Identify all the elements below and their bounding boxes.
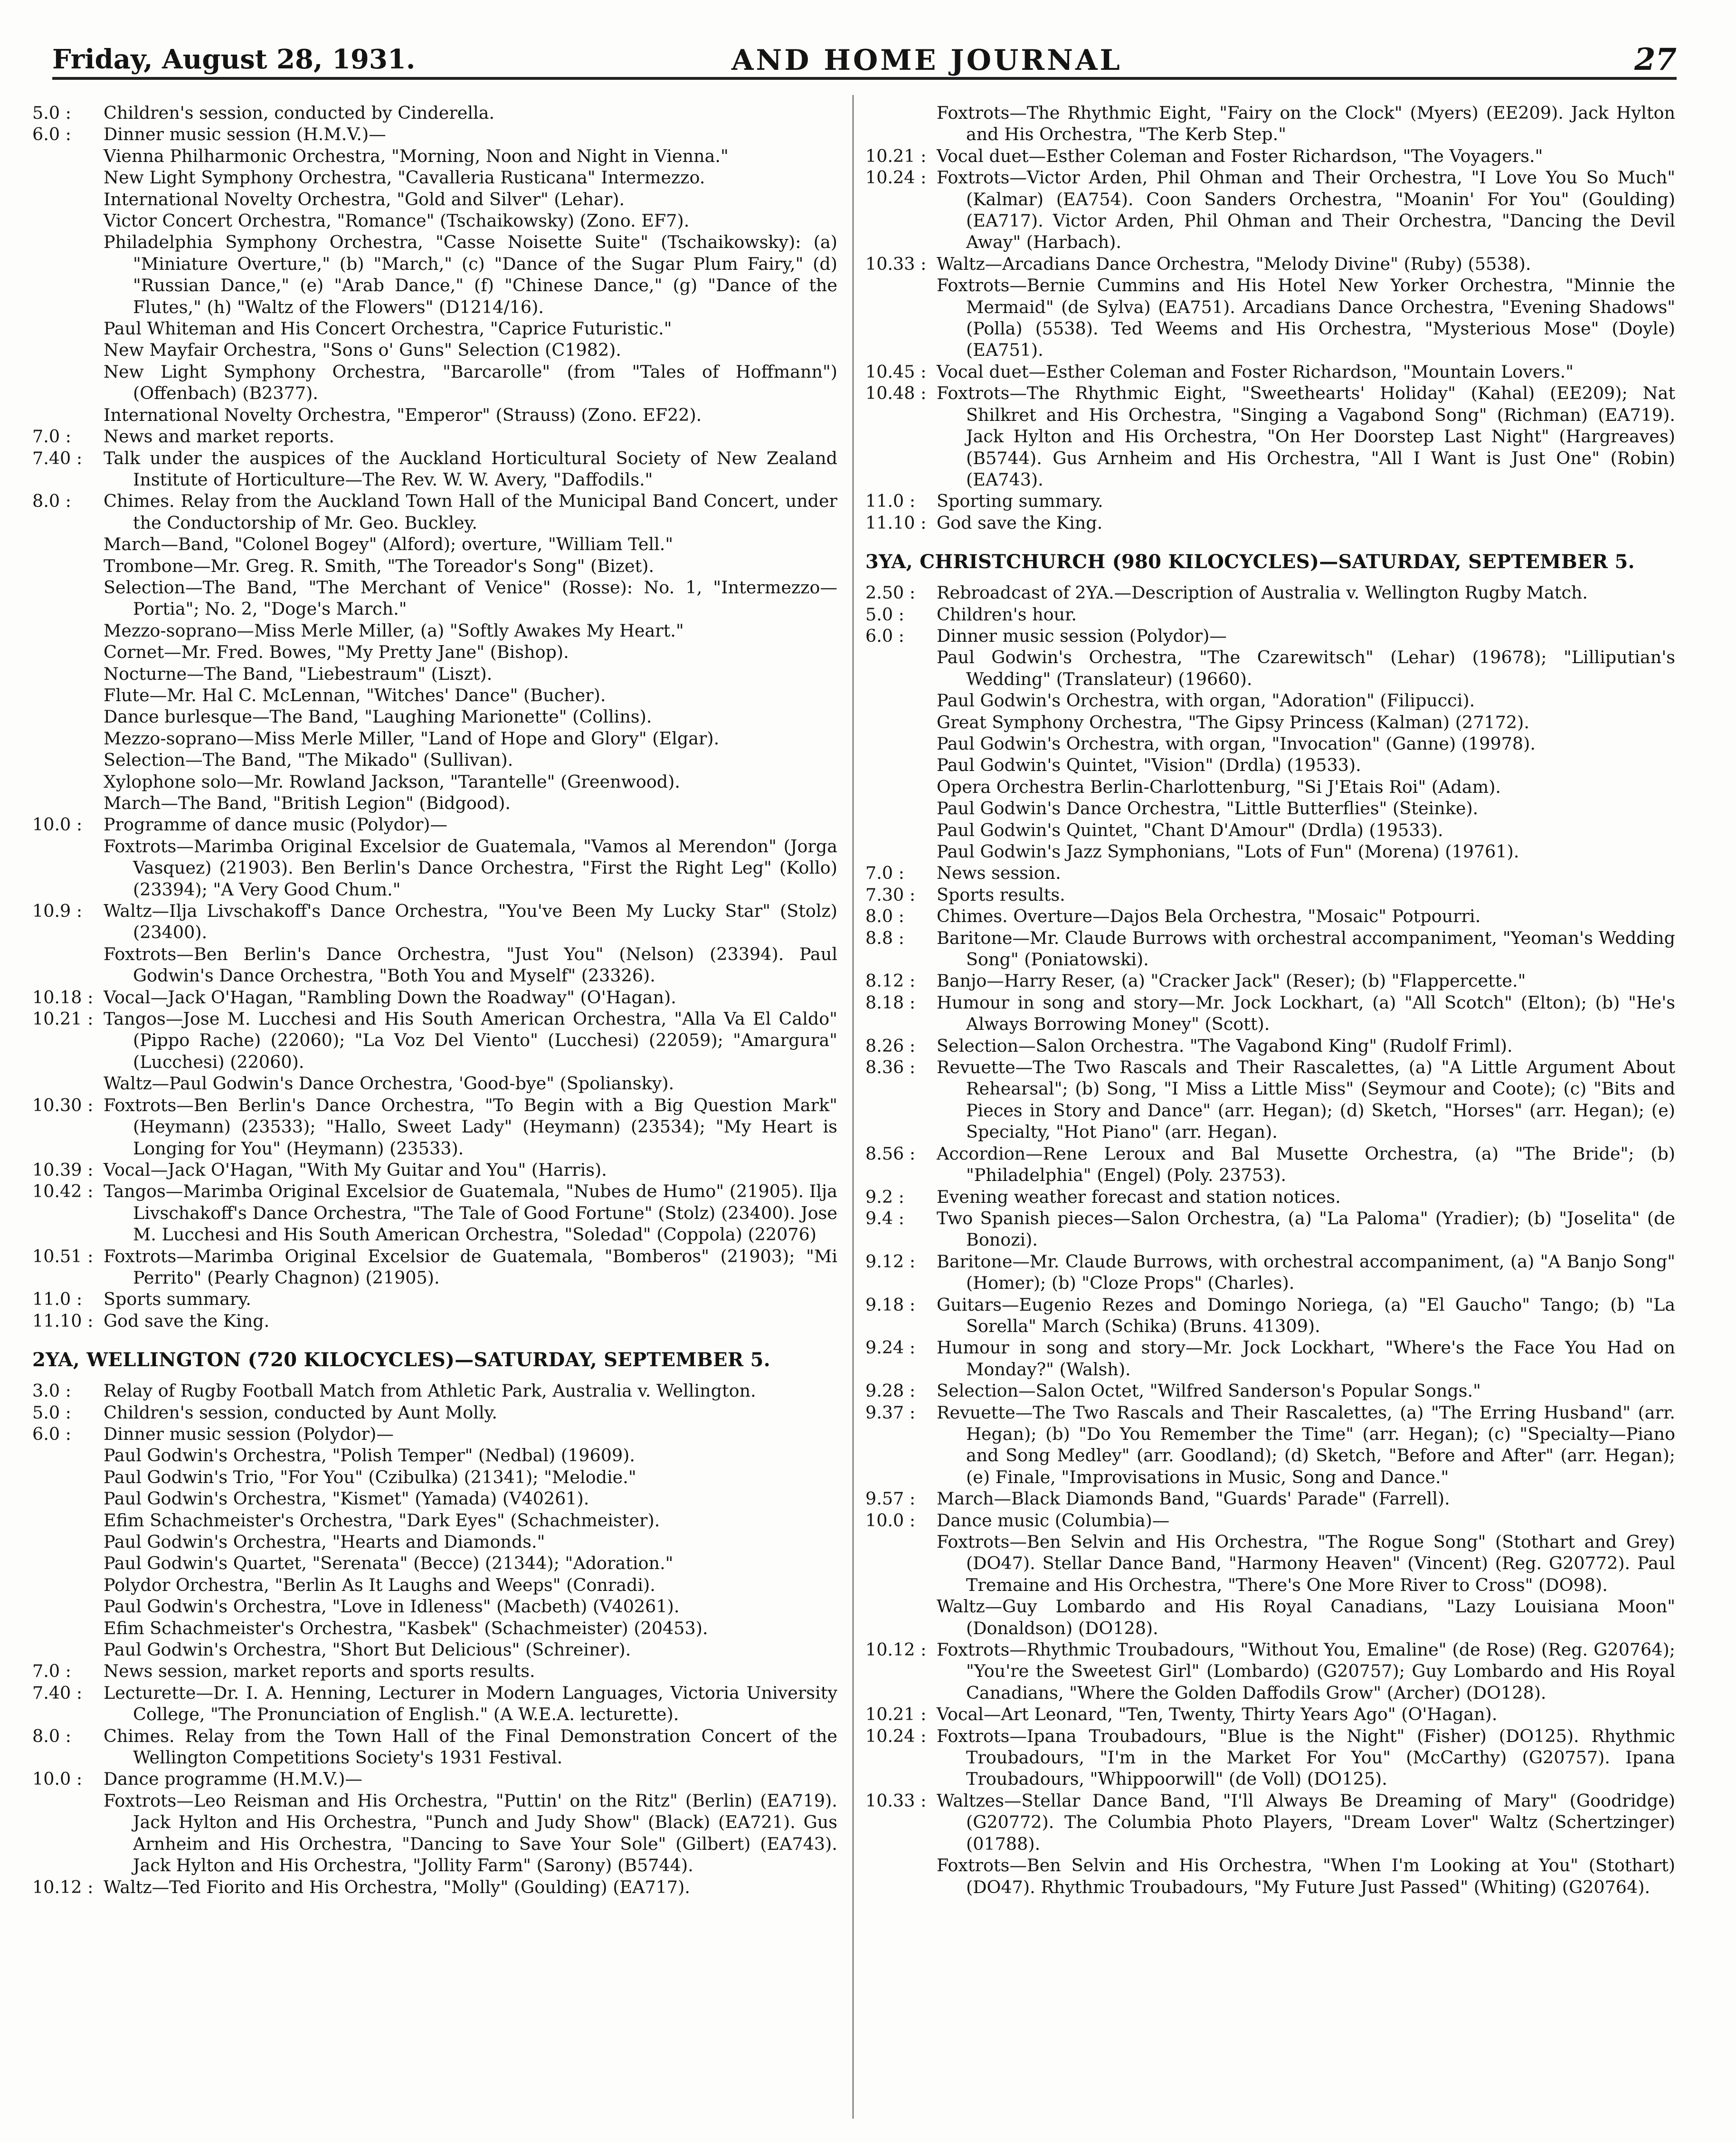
schedule-time: 10.24 : [865, 1725, 937, 1790]
masthead: AND HOME JOURNAL [731, 44, 1122, 77]
schedule-time: 10.0 : [32, 1768, 104, 1876]
schedule-line: New Mayfair Orchestra, "Sons o' Guns" Selection (C1982). [104, 340, 622, 361]
schedule-time: 9.28 : [865, 1380, 937, 1401]
schedule-line: Foxtrots—Victor Arden, Phil Ohman and Their Orchestra, "I Love You So Much" (Kalmar) (EA754). Coon Sanders Orchestra, "Moanin' For You" (Goulding) (EA717). Victor Arden, Phil Ohman and Their Orchestra, "Dancing the Devil Away" (Harbach). [937, 167, 1675, 253]
schedule-line: New Light Symphony Orchestra, "Cavalleria Rusticana" Intermezzo. [104, 167, 705, 188]
schedule-entry [104, 1159, 837, 1180]
schedule-time: 9.4 : [865, 1208, 937, 1251]
schedule-entry [104, 1725, 837, 1769]
schedule-entry [937, 884, 1675, 905]
schedule-line: Vocal duet—Esther Coleman and Foster Richardson, "The Voyagers." [937, 145, 1543, 166]
schedule-line: Trombone—Mr. Greg. R. Smith, "The Toreador's Song" (Bizet). [104, 555, 655, 576]
schedule-entry [104, 124, 837, 426]
schedule-2ya-late [865, 145, 1675, 533]
schedule-line: Nocturne—The Band, "Liebestraum" (Liszt). [104, 663, 493, 684]
schedule-time: 9.57 : [865, 1488, 937, 1509]
schedule-entry [937, 992, 1675, 1035]
schedule-line: Paul Godwin's Orchestra, "Kismet" (Yamada) (V40261). [104, 1488, 589, 1509]
schedule-line: Sporting summary. [937, 491, 1103, 512]
schedule-time: 7.30 : [865, 884, 937, 905]
schedule-time: 8.26 : [865, 1035, 937, 1057]
schedule-line: Children's hour. [937, 604, 1077, 625]
schedule-line: Dinner music session (Polydor)— [937, 625, 1227, 646]
schedule-line: Foxtrots—Bernie Cummins and His Hotel New Yorker Orchestra, "Minnie the Mermaid" (de Sylva) (EA751). Arcadians Dance Orchestra, "Evening Shadows" (Polla) (5538). Ted Weems and His Orchestra, "Mysterious Mose" (Doyle) (EA751). [937, 275, 1675, 361]
schedule-time: 9.2 : [865, 1186, 937, 1208]
right-column [865, 102, 1675, 1898]
schedule-time: 10.48 : [865, 382, 937, 490]
schedule-entry [104, 1288, 837, 1310]
section-heading-2ya: 2YA, WELLINGTON (720 KILOCYCLES)—SATURDAY, SEPTEMBER 5. [32, 1349, 770, 1371]
schedule-line: Chimes. Overture—Dajos Bela Orchestra, "Mosaic" Potpourri. [937, 906, 1481, 927]
schedule-time: 10.0 : [32, 814, 104, 900]
schedule-entry [104, 1768, 837, 1876]
schedule-line: Paul Godwin's Orchestra, with organ, "Invocation" (Ganne) (19978). [937, 733, 1536, 754]
schedule-entry [104, 1380, 837, 1401]
schedule-line: Waltzes—Stellar Dance Band, "I'll Always Be Dreaming of Mary" (Goodridge) (G20772). The Columbia Photo Players, "Dream Lover" Waltz (Schertzinger) (01788). [937, 1790, 1675, 1854]
schedule-entry [104, 1682, 837, 1725]
schedule-line: Paul Godwin's Orchestra, "Hearts and Diamonds." [104, 1532, 545, 1552]
schedule-entry [937, 1337, 1675, 1380]
schedule-entry [104, 1180, 837, 1245]
schedule-line: Tangos—Marimba Original Excelsior de Guatemala, "Nubes de Humo" (21905). Ilja Livschakoff's Dance Orchestra, "The Tale of Good Fortune" (Stolz) (23400). Jose M. Lucchesi and His South American Orchestra, "Soledad" (Coppola) (22076) [104, 1181, 837, 1245]
schedule-line: News session. [937, 863, 1061, 884]
section-heading-3ya: 3YA, CHRISTCHURCH (980 KILOCYCLES)—SATURDAY, SEPTEMBER 5. [865, 551, 1635, 573]
schedule-entry [104, 102, 837, 124]
schedule-time: 10.12 : [32, 1876, 104, 1898]
schedule-entry [937, 1639, 1675, 1704]
schedule-line: International Novelty Orchestra, "Gold and Silver" (Lehar). [104, 189, 625, 209]
schedule-line: Foxtrots—Ben Selvin and His Orchestra, "The Rogue Song" (Stothart and Grey) (DO47). Stellar Dance Band, "Harmony Heaven" (Vincent) (Reg. G20772). Paul Tremaine and His Orchestra, "There's One More River to Cross" (DO98). [937, 1532, 1675, 1595]
schedule-line: Selection—The Band, "The Mikado" (Sullivan). [104, 750, 513, 771]
schedule-time: 8.56 : [865, 1143, 937, 1186]
schedule-line: Waltz—Arcadians Dance Orchestra, "Melody Divine" (Ruby) (5538). [937, 253, 1531, 274]
schedule-time: 10.9 : [32, 900, 104, 987]
schedule-time: 11.10 : [865, 512, 937, 533]
schedule-time: 6.0 : [32, 1423, 104, 1660]
schedule-entry [104, 1095, 837, 1159]
schedule-time: 10.45 : [865, 361, 937, 382]
schedule-entry [937, 1294, 1675, 1337]
schedule-line: Flute—Mr. Hal C. McLennan, "Witches' Dance" (Bucher). [104, 685, 606, 705]
schedule-time: 10.24 : [865, 167, 937, 253]
schedule-line: Paul Godwin's Orchestra, "The Czarewitsch" (Lehar) (19678); "Lilliputian's Wedding" (Translateur) (19660). [937, 647, 1675, 689]
schedule-line: Children's session, conducted by Cinderella. [104, 103, 495, 123]
schedule-line: Revuette—The Two Rascals and Their Rascalettes, (a) "The Erring Husband" (arr. Hegan); (b) "Do You Remember the Time" (arr. Hegan); (c) "Specialty—Piano and Song Medley" (arr. Goodland); (d) Sketch, "Before and After" (arr. Hegan); (e) Finale, "Improvisations in Music, Song and Dance." [937, 1402, 1675, 1487]
schedule-entry [104, 900, 837, 987]
schedule-entry [104, 1660, 837, 1682]
schedule-time: 10.33 : [865, 1790, 937, 1898]
schedule-line: Tangos—Jose M. Lucchesi and His South American Orchestra, "Alla Va El Caldo" (Pippo Rache) (22060); "La Voz Del Viento" (Lucchesi) (22059); "Amargura" (Lucchesi) (22060). [104, 1009, 837, 1072]
schedule-entry [937, 582, 1675, 603]
schedule-line: Dance burlesque—The Band, "Laughing Marionette" (Collins). [104, 706, 652, 727]
schedule-line: Great Symphony Orchestra, "The Gipsy Princess (Kalman) (27172). [937, 712, 1529, 733]
page-number: 27 [1634, 42, 1677, 77]
schedule-line: Rebroadcast of 2YA.—Description of Australia v. Wellington Rugby Match. [937, 582, 1588, 603]
schedule-line: Two Spanish pieces—Salon Orchestra, (a) "La Paloma" (Yradier); (b) "Joselita" (de Bonozi). [937, 1208, 1675, 1250]
schedule-line: Accordion—Rene Leroux and Bal Musette Orchestra, (a) "The Bride"; (b) "Philadelphia" (Engel) (Poly. 23753). [937, 1143, 1675, 1186]
schedule-line: March—Black Diamonds Band, "Guards' Parade" (Farrell). [937, 1488, 1450, 1509]
schedule-time: 7.0 : [32, 426, 104, 447]
schedule-line: Dinner music session (Polydor)— [104, 1423, 394, 1444]
schedule-time: 10.30 : [32, 1095, 104, 1159]
schedule-entry [104, 447, 837, 491]
schedule-line: Humour in song and story—Mr. Jock Lockhart, (a) "All Scotch" (Elton); (b) "He's Always Borrowing Money" (Scott). [937, 992, 1675, 1035]
schedule-entry [937, 145, 1675, 167]
schedule-entry [104, 814, 837, 900]
schedule-line: Foxtrots—The Rhythmic Eight, "Fairy on the Clock" (Myers) (EE209). Jack Hylton and His Orchestra, "The Kerb Step." [937, 103, 1675, 145]
schedule-entry [937, 1035, 1675, 1057]
schedule-time: 6.0 : [865, 625, 937, 862]
schedule-line: Vocal—Art Leonard, "Ten, Twenty, Thirty Years Ago" (O'Hagan). [937, 1704, 1498, 1725]
schedule-time: 6.0 : [32, 124, 104, 426]
schedule-time: 7.40 : [32, 1682, 104, 1725]
schedule-line: Vienna Philharmonic Orchestra, "Morning, Noon and Night in Vienna." [104, 145, 729, 166]
schedule-entry [937, 905, 1675, 927]
schedule-time: 10.33 : [865, 253, 937, 361]
schedule-entry [937, 1143, 1675, 1186]
schedule-line: Efim Schachmeister's Orchestra, "Dark Eyes" (Schachmeister). [104, 1510, 660, 1531]
schedule-line: Children's session, conducted by Aunt Molly. [104, 1402, 498, 1423]
schedule-line: Revuette—The Two Rascals and Their Rascalettes, (a) "A Little Argument About Rehearsal"; (b) Song, "I Miss a Little Miss" (Seymour and Coote); (c) "Bits and Pieces in Story and Dance" (arr. Hegan); (d) Sketch, "Horses" (arr. Hegan); (e) Specialty, "Hot Piano" (arr. Hegan). [937, 1057, 1675, 1142]
schedule-entry [937, 1380, 1675, 1401]
schedule-entry [104, 1008, 837, 1095]
schedule-time: 8.8 : [865, 927, 937, 971]
schedule-line: Dance music (Columbia)— [937, 1510, 1170, 1531]
schedule-line: Vocal—Jack O'Hagan, "With My Guitar and You" (Harris). [104, 1159, 607, 1180]
schedule-line: Dance programme (H.M.V.)— [104, 1769, 362, 1790]
schedule-line: Paul Godwin's Orchestra, "Love in Idleness" (Macbeth) (V40261). [104, 1596, 680, 1617]
schedule-line: Waltz—Ted Fiorito and His Orchestra, "Molly" (Goulding) (EA717). [104, 1876, 690, 1897]
schedule-line: Sports summary. [104, 1289, 251, 1310]
schedule-line: Evening weather forecast and station notices. [937, 1186, 1341, 1207]
schedule-time: 10.21 : [32, 1008, 104, 1095]
schedule-2ya-continued [865, 102, 1675, 145]
schedule-line: Baritone—Mr. Claude Burrows with orchestral accompaniment, "Yeoman's Wedding Song" (Poniatowski). [937, 927, 1675, 970]
schedule-3ya [865, 582, 1675, 1898]
schedule-line: Lecturette—Dr. I. A. Henning, Lecturer in Modern Languages, Victoria University College, "The Pronunciation of English." (A W.E.A. lecturette). [104, 1682, 837, 1725]
schedule-line: March—Band, "Colonel Bogey" (Alford); overture, "William Tell." [104, 534, 674, 555]
schedule-time: 9.37 : [865, 1402, 937, 1488]
schedule-line: Waltz—Ilja Livschakoff's Dance Orchestra, "You've Been My Lucky Star" (Stolz) (23400). [104, 901, 837, 943]
schedule-line: New Light Symphony Orchestra, "Barcarolle" (from "Tales of Hoffmann") (Offenbach) (B2377). [104, 361, 837, 404]
schedule-entry [937, 382, 1675, 490]
schedule-time: 8.12 : [865, 970, 937, 991]
schedule-line: Humour in song and story—Mr. Jock Lockhart, "Where's the Face You Had on Monday?" (Walsh). [937, 1337, 1675, 1380]
schedule-entry [937, 1057, 1675, 1143]
schedule-line: God save the King. [937, 512, 1103, 533]
schedule-line: Paul Godwin's Orchestra, with organ, "Adoration" (Filipucci). [937, 690, 1475, 711]
schedule-time [865, 102, 937, 145]
schedule-time: 10.42 : [32, 1180, 104, 1245]
schedule-entry [937, 604, 1675, 625]
schedule-line: Opera Orchestra Berlin-Charlottenburg, "Si J'Etais Roi" (Adam). [937, 776, 1501, 797]
schedule-entry [104, 426, 837, 447]
schedule-line: Guitars—Eugenio Rezes and Domingo Noriega, (a) "El Gaucho" Tango; (b) "La Sorella" March (Schika) (Bruns. 41309). [937, 1294, 1675, 1336]
schedule-line: Selection—The Band, "The Merchant of Venice" (Rosse): No. 1, "Intermezzo—Portia"; No. 2, "Doge's March." [104, 577, 837, 619]
schedule-line: Efim Schachmeister's Orchestra, "Kasbek" (Schachmeister) (20453). [104, 1618, 708, 1638]
schedule-time: 5.0 : [32, 102, 104, 124]
schedule-entry [937, 1725, 1675, 1790]
schedule-line: Foxtrots—The Rhythmic Eight, "Sweethearts' Holiday" (Kahal) (EE209); Nat Shilkret and His Orchestra, "Singing a Vagabond Song" (Richman) (EA719). Jack Hylton and His Orchestra, "On Her Doorstep Last Night" (Hargreaves) (B5744). Gus Arnheim and His Orchestra, "All I Want is Just One" (Robin) (EA743). [937, 383, 1675, 490]
schedule-entry [937, 1208, 1675, 1251]
schedule-line: Waltz—Paul Godwin's Dance Orchestra, 'Good-bye" (Spoliansky). [104, 1073, 674, 1094]
schedule-line: Polydor Orchestra, "Berlin As It Laughs and Weeps" (Conradi). [104, 1574, 655, 1595]
column-divider [853, 95, 854, 2119]
schedule-line: Cornet—Mr. Fred. Bowes, "My Pretty Jane" (Bishop). [104, 642, 569, 663]
schedule-line: Paul Godwin's Quintet, "Chant D'Amour" (Drdla) (19533). [937, 819, 1443, 840]
schedule-line: Mezzo-soprano—Miss Merle Miller, "Land of Hope and Glory" (Elgar). [104, 728, 720, 749]
schedule-line: Paul Godwin's Quartet, "Serenata" (Becce) (21344); "Adoration." [104, 1553, 674, 1574]
schedule-line: Vocal duet—Esther Coleman and Foster Richardson, "Mountain Lovers." [937, 361, 1574, 382]
schedule-entry [104, 1310, 837, 1332]
schedule-time: 8.18 : [865, 992, 937, 1035]
schedule-2ya [32, 1380, 837, 1898]
schedule-time: 7.40 : [32, 447, 104, 491]
schedule-line: Paul Godwin's Orchestra, "Polish Temper" (Nedbal) (19609). [104, 1445, 636, 1466]
schedule-time: 8.0 : [32, 1725, 104, 1769]
schedule-line: Paul Godwin's Quintet, "Vision" (Drdla) (19533). [937, 755, 1361, 776]
schedule-time: 11.10 : [32, 1310, 104, 1332]
schedule-line: Foxtrots—Leo Reisman and His Orchestra, "Puttin' on the Ritz" (Berlin) (EA719). Jack Hylton and His Orchestra, "Punch and Judy Show" (Black) (EA721). Gus Arnheim and His Orchestra, "Dancing to Save Your Sole" (Gilbert) (EA743). Jack Hylton and His Orchestra, "Jollity Farm" (Sarony) (B5744). [104, 1790, 837, 1876]
schedule-line: Talk under the auspices of the Auckland Horticultural Society of New Zealand Institute of Horticulture—The Rev. W. W. Avery, "Daffodils." [104, 447, 837, 490]
schedule-time: 8.0 : [865, 905, 937, 927]
schedule-time: 10.39 : [32, 1159, 104, 1180]
schedule-entry [937, 927, 1675, 971]
schedule-time: 9.18 : [865, 1294, 937, 1337]
schedule-time: 10.51 : [32, 1246, 104, 1289]
schedule-time: 5.0 : [865, 604, 937, 625]
schedule-line: Foxtrots—Ipana Troubadours, "Blue is the Night" (Fisher) (DO125). Rhythmic Troubadours, "I'm in the Market For You" (McCarthy) (G20757). Ipana Troubadours, "Whippoorwill" (de Voll) (DO125). [937, 1725, 1675, 1790]
schedule-line: Foxtrots—Rhythmic Troubadours, "Without You, Emaline" (de Rose) (Reg. G20764); "You're the Sweetest Girl" (Lombardo) (G20757); Guy Lombardo and His Royal Canadians, "Where the Golden Daffodils Grow" (Archer) (DO128). [937, 1639, 1675, 1703]
schedule-time: 10.21 : [865, 1704, 937, 1725]
schedule-entry [937, 1251, 1675, 1294]
schedule-time: 11.0 : [865, 490, 937, 512]
schedule-time: 5.0 : [32, 1402, 104, 1423]
schedule-time: 8.36 : [865, 1057, 937, 1143]
schedule-entry [937, 1402, 1675, 1488]
schedule-line: Paul Godwin's Dance Orchestra, "Little Butterflies" (Steinke). [937, 798, 1479, 819]
schedule-line: Paul Godwin's Jazz Symphonians, "Lots of Fun" (Morena) (19761). [937, 841, 1519, 862]
schedule-time: 3.0 : [32, 1380, 104, 1401]
schedule-1ya-continued [32, 102, 837, 1332]
schedule-line: Foxtrots—Ben Berlin's Dance Orchestra, "To Begin with a Big Question Mark" (Heymann) (23533); "Hallo, Sweet Lady" (Heymann) (23534); "My Heart is Longing for You" (Heymann) (23533). [104, 1095, 837, 1159]
schedule-line: News and market reports. [104, 426, 334, 447]
schedule-line: Selection—Salon Octet, "Wilfred Sanderson's Popular Songs." [937, 1380, 1481, 1401]
schedule-time: 10.21 : [865, 145, 937, 167]
schedule-time: 7.0 : [32, 1660, 104, 1682]
schedule-entry [937, 490, 1675, 512]
schedule-line: Relay of Rugby Football Match from Athletic Park, Australia v. Wellington. [104, 1380, 756, 1401]
page-header [52, 44, 1677, 80]
schedule-line: March—The Band, "British Legion" (Bidgood). [104, 793, 511, 813]
schedule-line: Selection—Salon Orchestra. "The Vagabond King" (Rudolf Friml). [937, 1035, 1513, 1056]
schedule-line: Foxtrots—Ben Selvin and His Orchestra, "When I'm Looking at You" (Stothart) (DO47). Rhythmic Troubadours, "My Future Just Passed" (Whiting) (G20764). [937, 1855, 1675, 1897]
schedule-line: Vocal—Jack O'Hagan, "Rambling Down the Roadway" (O'Hagan). [104, 987, 676, 1008]
schedule-line: God save the King. [104, 1310, 270, 1331]
schedule-line: Xylophone solo—Mr. Rowland Jackson, "Tarantelle" (Greenwood). [104, 771, 680, 792]
schedule-line: Dinner music session (H.M.V.)— [104, 124, 386, 145]
header-date: Friday, August 28, 1931. [52, 44, 416, 75]
schedule-entry [104, 1402, 837, 1423]
schedule-entry [937, 1510, 1675, 1639]
schedule-entry [937, 1186, 1675, 1208]
schedule-entry [937, 167, 1675, 253]
schedule-line: Paul Godwin's Orchestra, "Short But Delicious" (Schreiner). [104, 1639, 631, 1660]
schedule-entry [937, 1790, 1675, 1898]
schedule-line: Foxtrots—Marimba Original Excelsior de Guatemala, "Vamos al Merendon" (Jorga Vasquez) (21903). Ben Berlin's Dance Orchestra, "First the Right Leg" (Kollo) (23394); "A Very Good Chum." [104, 836, 837, 900]
schedule-entry [937, 1488, 1675, 1509]
schedule-entry [104, 1246, 837, 1289]
schedule-line: Victor Concert Orchestra, "Romance" (Tschaikowsky) (Zono. EF7). [104, 210, 690, 231]
schedule-line: Chimes. Relay from the Town Hall of the Final Demonstration Concert of the Wellington Competitions Society's 1931 Festival. [104, 1725, 837, 1768]
schedule-entry [104, 1876, 837, 1898]
schedule-line: News session, market reports and sports results. [104, 1661, 535, 1682]
schedule-line: Sports results. [937, 884, 1065, 905]
schedule-line: Chimes. Relay from the Auckland Town Hall of the Municipal Band Concert, under the Conductorship of Mr. Geo. Buckley. [104, 491, 837, 533]
schedule-time: 11.0 : [32, 1288, 104, 1310]
schedule-time: 10.0 : [865, 1510, 937, 1639]
schedule-entry [937, 625, 1675, 862]
schedule-line: International Novelty Orchestra, "Emperor" (Strauss) (Zono. EF22). [104, 404, 702, 425]
schedule-time: 10.18 : [32, 987, 104, 1008]
schedule-entry [104, 987, 837, 1008]
schedule-line: Paul Godwin's Trio, "For You" (Czibulka) (21341); "Melodie." [104, 1466, 636, 1487]
schedule-line: Waltz—Guy Lombardo and His Royal Canadians, "Lazy Louisiana Moon" (Donaldson) (DO128). [937, 1596, 1675, 1638]
schedule-time: 9.24 : [865, 1337, 937, 1380]
schedule-entry [937, 1704, 1675, 1725]
schedule-entry [937, 512, 1675, 533]
schedule-line: Banjo—Harry Reser, (a) "Cracker Jack" (Reser); (b) "Flappercette." [937, 971, 1526, 991]
schedule-line: Foxtrots—Ben Berlin's Dance Orchestra, "Just You" (Nelson) (23394). Paul Godwin's Dance Orchestra, "Both You and Myself" (23326). [104, 943, 837, 986]
schedule-time: 2.50 : [865, 582, 937, 603]
schedule-time: 7.0 : [865, 862, 937, 884]
schedule-line: Paul Whiteman and His Concert Orchestra, "Caprice Futuristic." [104, 318, 672, 339]
schedule-entry [104, 1423, 837, 1660]
schedule-line: Baritone—Mr. Claude Burrows, with orchestral accompaniment, (a) "A Banjo Song" (Homer); (b) "Cloze Props" (Charles). [937, 1251, 1675, 1294]
schedule-line: Programme of dance music (Polydor)— [104, 814, 448, 835]
schedule-entry [937, 253, 1675, 361]
schedule-line: Mezzo-soprano—Miss Merle Miller, (a) "Softly Awakes My Heart." [104, 620, 684, 641]
schedule-entry [937, 361, 1675, 382]
schedule-entry [937, 862, 1675, 884]
schedule-time: 8.0 : [32, 490, 104, 814]
schedule-entry [937, 970, 1675, 991]
schedule-line: Foxtrots—Marimba Original Excelsior de Guatemala, "Bomberos" (21903); "Mi Perrito" (Pearly Chagnon) (21905). [104, 1246, 837, 1288]
schedule-time: 9.12 : [865, 1251, 937, 1294]
left-column [32, 102, 837, 1898]
schedule-line: Philadelphia Symphony Orchestra, "Casse Noisette Suite" (Tschaikowsky): (a) "Miniature Overture," (b) "March," (c) "Dance of the Sugar Plum Fairy," (d) "Russian Dance," (e) "Arab Dance," (f) "Chinese Dance," (g) "Dance of the Flutes," (h) "Waltz of the Flowers" (D1214/16). [104, 232, 837, 317]
schedule-entry [104, 490, 837, 814]
schedule-time: 10.12 : [865, 1639, 937, 1704]
